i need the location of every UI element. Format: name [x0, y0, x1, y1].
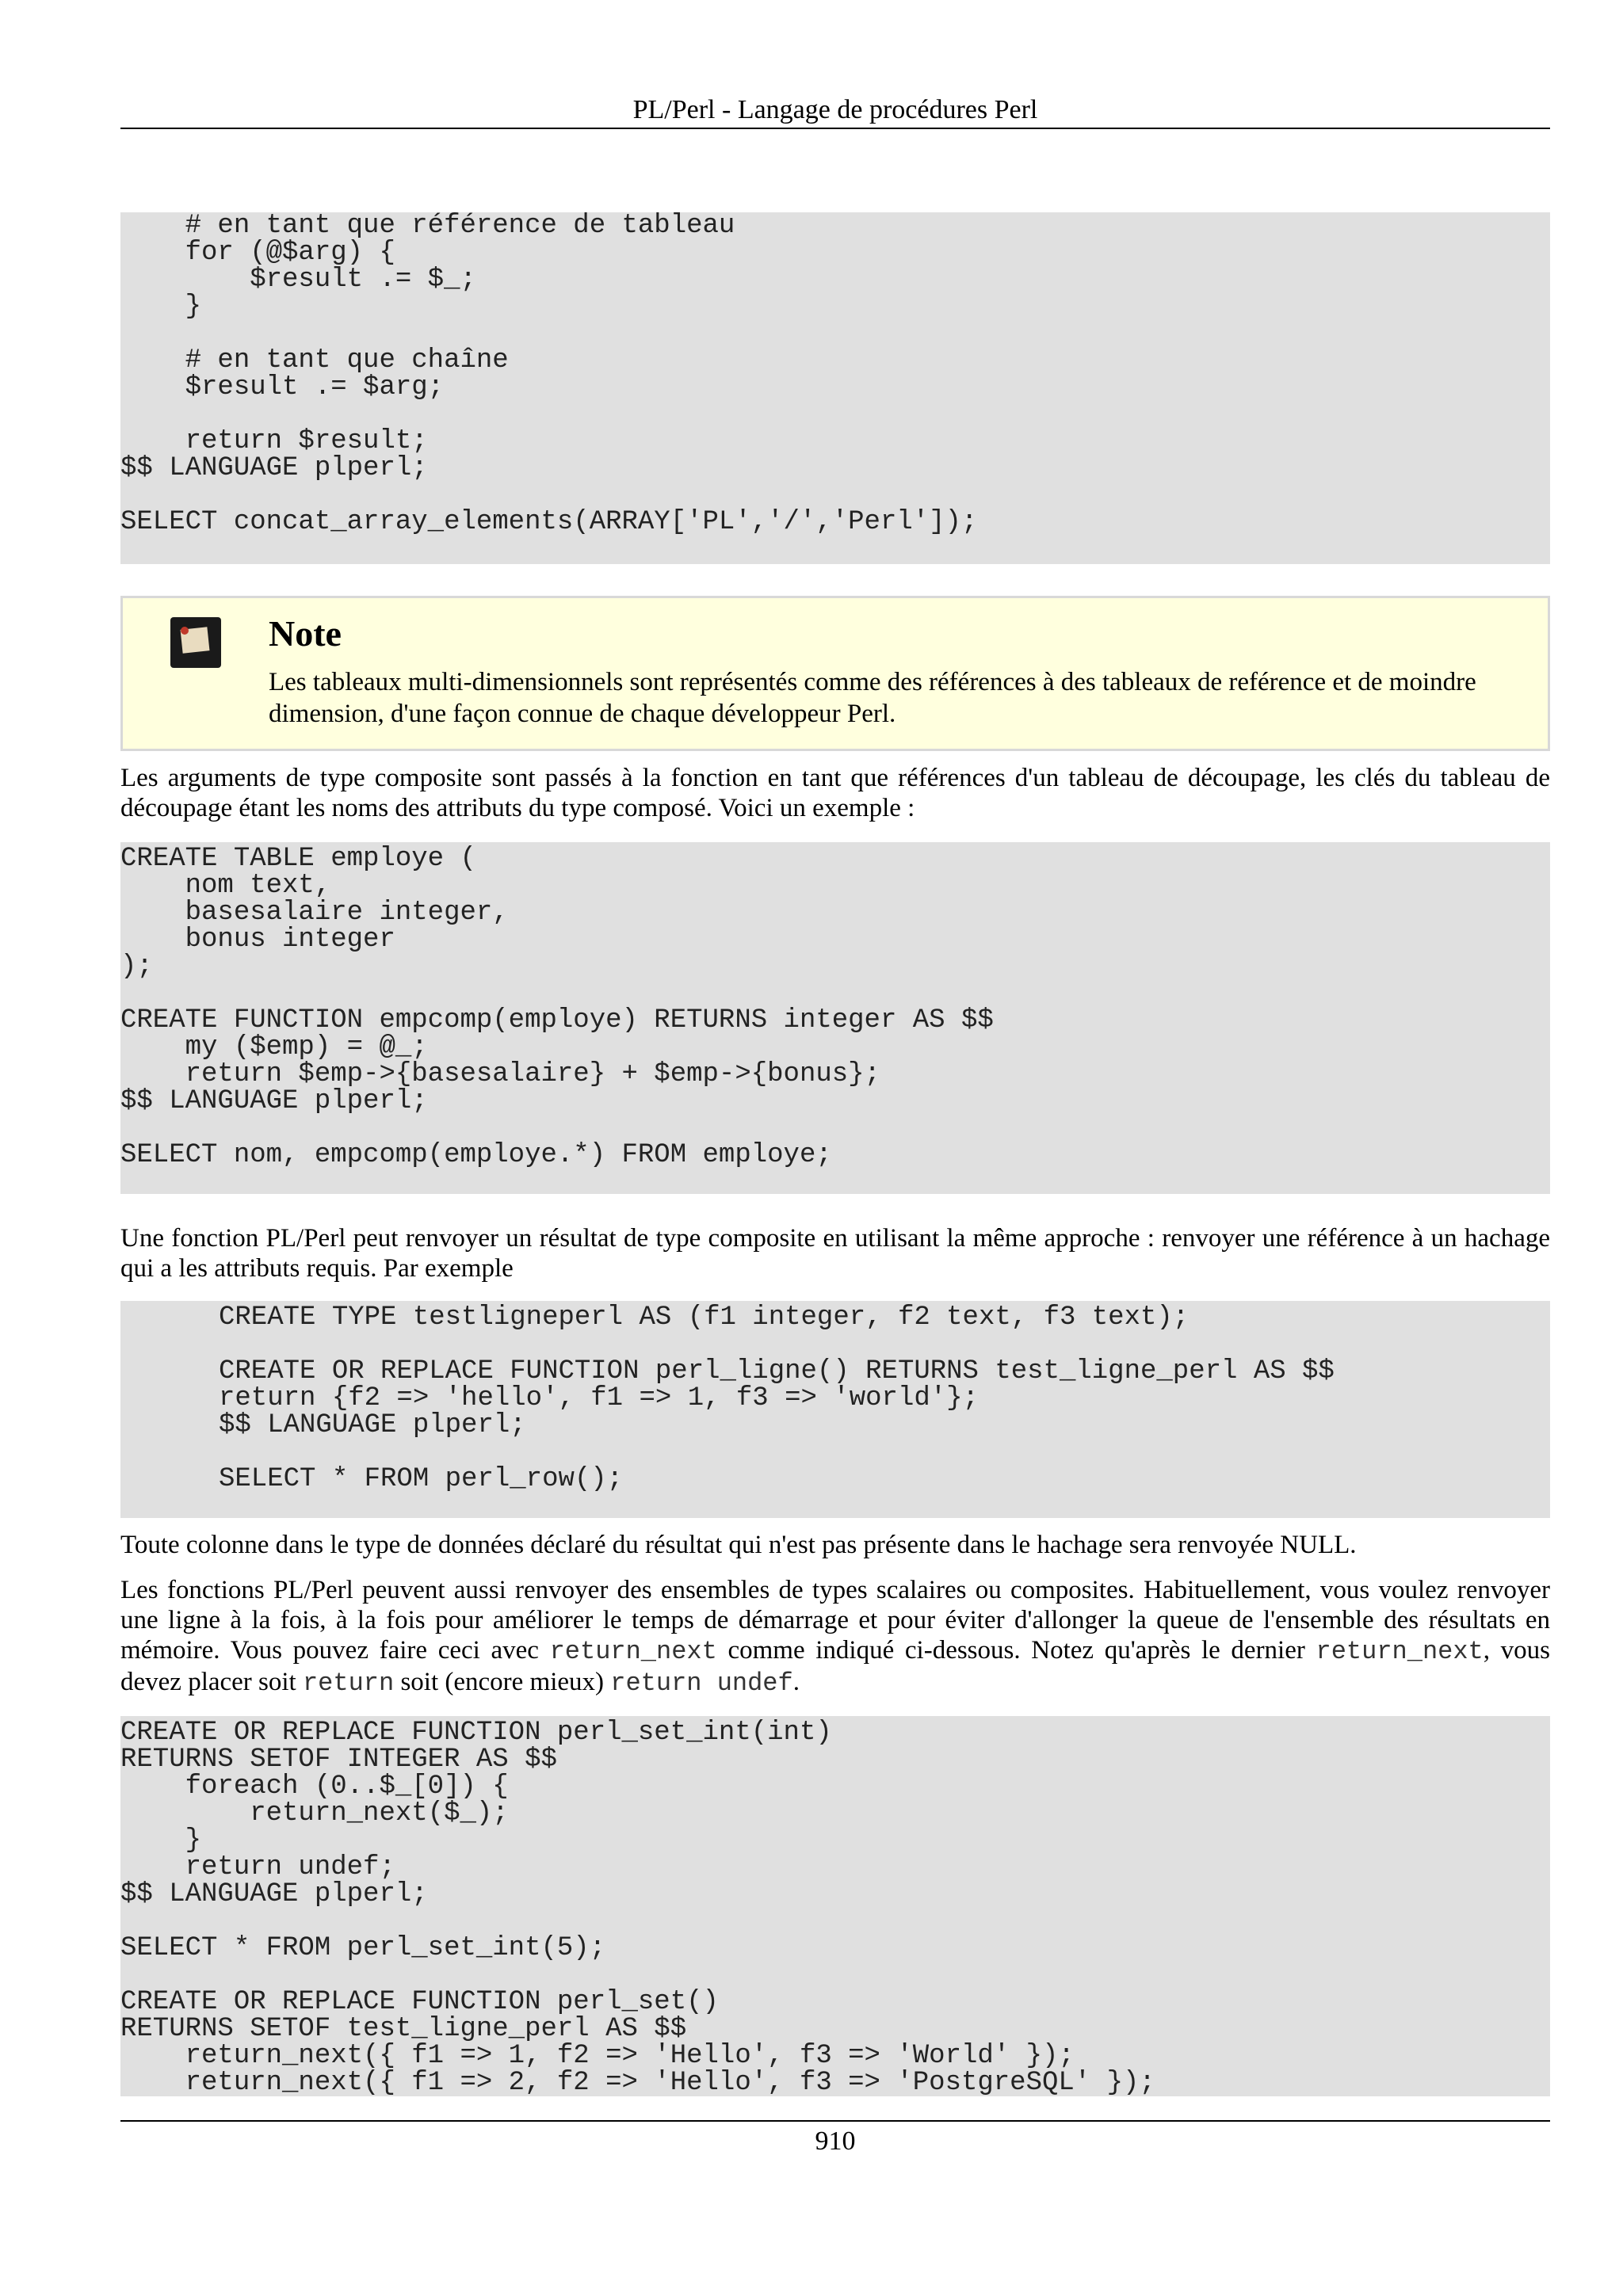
code-line: CREATE OR REPLACE FUNCTION perl_set_int(int) — [120, 1718, 832, 1748]
text-fragment: comme indiqué ci-dessous. Notez qu'après le dernier — [716, 1636, 1316, 1665]
code-line: CREATE OR REPLACE FUNCTION perl_set() — [120, 1987, 719, 2017]
note-box — [120, 596, 1550, 751]
code-block-concat-array — [120, 212, 1550, 564]
text-fragment: . — [792, 1668, 800, 1696]
code-line: return undef; — [120, 1852, 395, 1882]
code-line: return $result; — [120, 426, 428, 456]
note-body: Les tableaux multi-dimensionnels sont représentés comme des références à des tableaux de reférence et de moindre dimension, d'une façon connue de chaque développeur Perl. — [269, 668, 1476, 728]
code-line: for (@$arg) { — [120, 238, 395, 268]
code-line: $$ LANGUAGE plperl; — [120, 1879, 428, 1909]
code-line: bonus integer — [120, 925, 395, 955]
code-line — [120, 1962, 1550, 1989]
header-rule — [120, 128, 1550, 129]
code-line: $$ LANGUAGE plperl; — [120, 453, 428, 483]
footer-rule — [120, 2120, 1550, 2122]
code-line — [120, 1115, 1550, 1142]
code-line: # en tant que référence de tableau — [120, 212, 735, 241]
code-line — [219, 1331, 1550, 1358]
code-line: RETURNS SETOF test_ligne_perl AS $$ — [120, 2014, 687, 2044]
code-block-perl-set — [120, 1716, 1550, 2096]
code-line: return $emp->{basesalaire} + $emp->{bonus}; — [120, 1059, 880, 1089]
pin-shape — [181, 627, 189, 635]
code-line — [120, 320, 1550, 347]
note-icon — [170, 617, 221, 668]
note-title: Note — [269, 613, 342, 654]
text-fragment: soit (encore mieux) — [394, 1668, 611, 1696]
code-line: CREATE FUNCTION empcomp(employe) RETURNS integer AS $$ — [120, 1005, 994, 1035]
code-line — [120, 980, 1550, 1007]
code-line — [120, 1908, 1550, 1935]
code-block-employe — [120, 842, 1550, 1194]
page-number: 910 — [815, 2126, 856, 2156]
code-line: basesalaire integer, — [120, 898, 509, 928]
code-line: # en tant que chaîne — [120, 345, 509, 376]
code-line: SELECT * FROM perl_row(); — [219, 1464, 624, 1494]
code-line: nom text, — [120, 871, 331, 901]
inline-code: return_next — [549, 1637, 717, 1666]
inline-code: return_next — [1316, 1637, 1484, 1666]
code-line: $$ LANGUAGE plperl; — [219, 1410, 526, 1440]
paragraph-setof — [120, 1575, 1550, 1699]
code-line: SELECT nom, empcomp(employe.*) FROM employe; — [120, 1140, 832, 1170]
code-line: RETURNS SETOF INTEGER AS $$ — [120, 1745, 557, 1775]
code-line: return_next({ f1 => 2, f2 => 'Hello', f3 => 'PostgreSQL' }); — [120, 2068, 1155, 2096]
code-line: SELECT concat_array_elements(ARRAY['PL','/','Perl']); — [120, 507, 978, 537]
code-line: $$ LANGUAGE plperl; — [120, 1086, 428, 1116]
code-line: my ($emp) = @_; — [120, 1032, 428, 1062]
code-line: ); — [120, 952, 153, 982]
code-line: CREATE TYPE testligneperl AS (f1 integer, f2 text, f3 text); — [219, 1302, 1190, 1333]
inline-code: return — [302, 1669, 395, 1698]
code-line — [219, 1439, 1550, 1466]
code-block-perl-ligne — [120, 1301, 1550, 1518]
page-header: PL/Perl - Langage de procédures Perl — [632, 95, 1038, 124]
paragraph-null-columns: Toute colonne dans le type de données déclaré du résultat qui n'est pas présente dans le hachage sera renvoyée NULL. — [120, 1531, 1357, 1559]
code-line: } — [120, 1825, 202, 1855]
code-line — [120, 401, 1550, 428]
code-line: $result .= $arg; — [120, 372, 445, 402]
text-fragment: , vous devez placer soit — [120, 1636, 1550, 1696]
paragraph-composite-return: Une fonction PL/Perl peut renvoyer un résultat de type composite en utilisant la même approche : renvoyer une référence à un hachage qui a les attributs requis. Par exemple — [120, 1224, 1550, 1283]
code-line: CREATE OR REPLACE FUNCTION perl_ligne() RETURNS test_ligne_perl AS $$ — [219, 1356, 1335, 1386]
text-fragment: Les fonctions PL/Perl peuvent aussi renvoyer des ensembles de types scalaires ou composites. Habituellement, vous voulez renvoyer une ligne à la fois, à la fois pour améliorer le temps de démarrage et pour éviter d'allonger la queue de l'ensemble des résultats en mémoire. Vous pouvez faire ceci avec — [120, 1576, 1550, 1665]
code-line: CREATE TABLE employe ( — [120, 844, 476, 874]
code-line: SELECT * FROM perl_set_int(5); — [120, 1933, 606, 1963]
code-line — [120, 482, 1550, 509]
paragraph-composite-args: Les arguments de type composite sont passés à la fonction en tant que références d'un tableau de découpage, les clés du tableau de découpage étant les noms des attributs du type composé. Voici un exemple : — [120, 764, 1550, 822]
code-line: return_next({ f1 => 1, f2 => 'Hello', f3 => 'World' }); — [120, 2041, 1075, 2071]
code-line: } — [120, 292, 202, 322]
code-line: foreach (0..$_[0]) { — [120, 1772, 509, 1802]
code-line: return {f2 => 'hello', f1 => 1, f3 => 'world'}; — [219, 1383, 979, 1413]
inline-code: return undef — [610, 1669, 793, 1698]
code-line: return_next($_); — [120, 1798, 509, 1829]
code-line: $result .= $_; — [120, 265, 476, 295]
